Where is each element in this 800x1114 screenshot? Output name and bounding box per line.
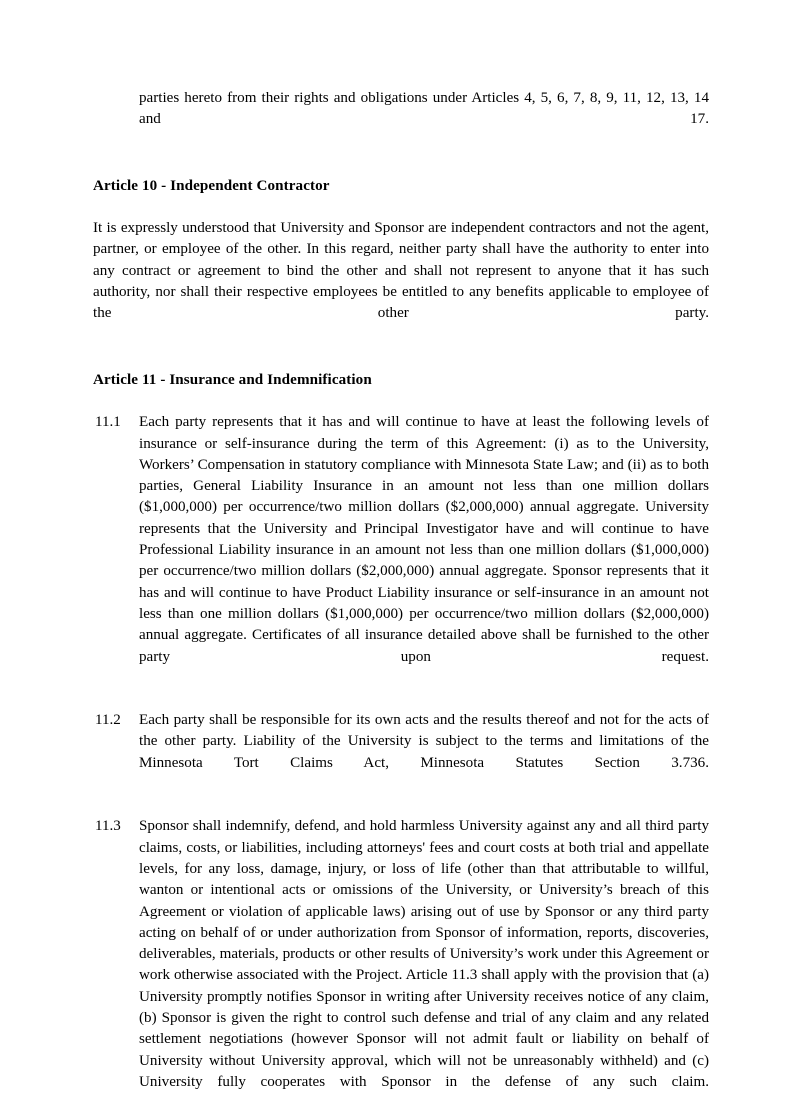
clause-text: Each party represents that it has and will continue to have at least the following levels of insurance or self-insurance during the term of this Agreement: (i) as to the University, Workers’ Compensation in statutory compliance with Minnesota State Law; and (ii) as to both parties, General Liability Insurance in an amount not less than one million dollars ($1,000,000) per occurrence/two million dollars ($2,000,000) annual aggregate. University represents that the University and Principal Investigator have and will continue to have Professional Liability insurance in an amount not less than one million dollars ($1,000,000) per occurrence/two million dollars ($2,000,000) annual aggregate. Sponsor represents that it has and will continue to have Product Liability insurance or self-insurance in an amount not less than one million dollars ($1,000,000) per occurrence/two million dollars ($2,000,000) annual aggregate. Certificates of all insurance detailed above shall be furnished to the other party upon request. [139, 414, 709, 665]
spacer [93, 795, 709, 816]
section-heading-article-10: Article 10 - Independent Contractor [93, 177, 330, 194]
clause-11-2 [93, 710, 709, 795]
clause-text: Each party shall be responsible for its own acts and the results thereof and not for the acts of the other party. Liability of the University is subject to the terms and limitations of the Minnesota Tort Claims Act, Minnesota Statutes Section 3.736. [139, 712, 709, 771]
continued-paragraph: parties hereto from their rights and obligations under Articles 4, 5, 6, 7, 8, 9, 11, 12, 13, 14 and 17. [139, 90, 709, 128]
clause-number: 11.3 [95, 818, 121, 835]
spacer [93, 689, 709, 710]
clause-11-3 [93, 816, 709, 1114]
spacer [93, 152, 709, 176]
section-heading-article-11: Article 11 - Insurance and Indemnification [93, 371, 372, 388]
clause-number: 11.1 [95, 414, 121, 431]
clause-11-1 [93, 412, 709, 689]
spacer [93, 346, 709, 370]
spacer [93, 391, 709, 412]
clause-text: Sponsor shall indemnify, defend, and hold harmless University against any and all third party claims, costs, or liabilities, including attorneys' fees and court costs at both trial and appellate levels, for any loss, damage, injury, or loss of life (other than that attributable to willful, wanton or intentional acts or omissions of the University, or University’s breach of this Agreement or violation of applicable laws) arising out of use by Sponsor or any third party acting on behalf of or under authorization from Sponsor of information, reports, discoveries, deliverables, materials, products or other results of University’s work under this Agreement or work otherwise associated with the Project. Article 11.3 shall apply with the provision that (a) University promptly notifies Sponsor in writing after University receives notice of any claim, (b) Sponsor is given the right to control such defense and trial of any claim and any related settlement negotiations (however Sponsor will not admit fault or liability on behalf of University without University approval, which will not be unreasonably withheld) and (c) University fully cooperates with Sponsor in the defense of any such claim. [139, 818, 709, 1090]
spacer [93, 197, 709, 218]
section-body-article-10: It is expressly understood that University and Sponsor are independent contractors and not the agent, partner, or employee of the other. In this regard, neither party shall have the authority to enter into any contract or agreement to bind the other and shall not represent to anyone that it has such authority, nor shall their respective employees be entitled to any benefits applicable to employee of the other party. [93, 220, 709, 322]
page-content [93, 88, 709, 1114]
clause-number: 11.2 [95, 712, 121, 729]
